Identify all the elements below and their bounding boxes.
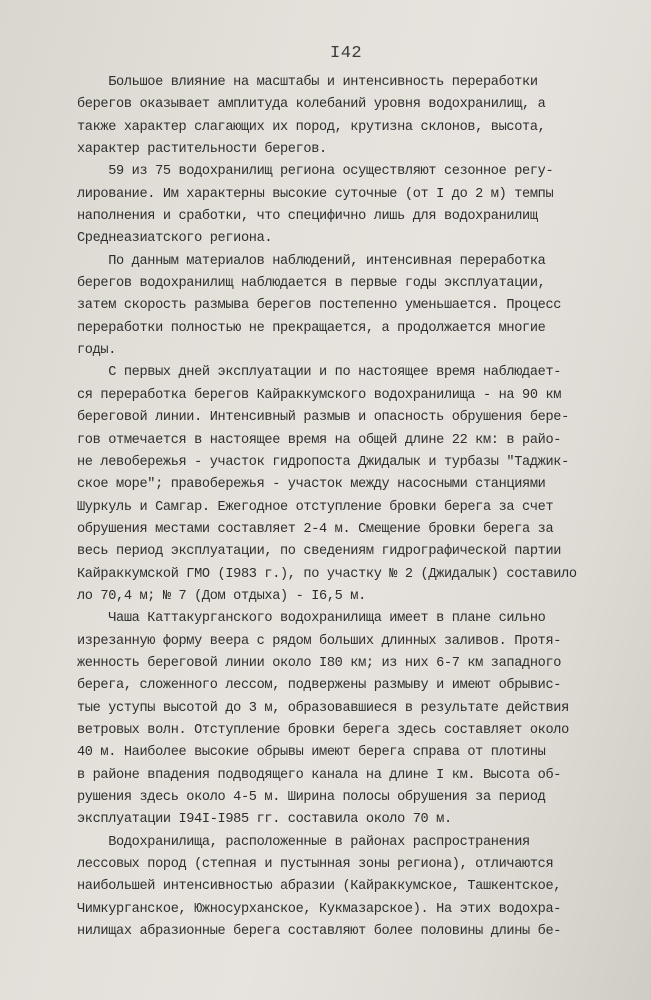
text-line: ское море"; правобережья - участок между насосными станциями xyxy=(77,477,546,493)
text-line: Большое влияние на масштабы и интенсивность переработки xyxy=(77,75,538,90)
page-number: I42 xyxy=(330,44,363,63)
text-line: Чимкурганское, Южносурханское, Кукмазарское). На этих водохра- xyxy=(77,901,562,917)
text-line: Шуркуль и Самгар. Ежегодное отступление бровки берега за счет xyxy=(77,499,554,515)
text-line: 40 м. Наиболее высокие обрывы имеют берега справа от плотины xyxy=(77,745,546,761)
text-line: Чаша Каттакурганского водохранилища имеет в плане сильно xyxy=(77,611,546,627)
text-line: нилищах абразионные берега составляют более половины длины бе- xyxy=(77,924,562,940)
text-line: изрезанную форму веера с рядом больших длинных заливов. Протя- xyxy=(77,633,562,649)
text-line: Кайраккумской ГМО (I983 г.), по участку № 2 (Джидалык) составило xyxy=(77,566,577,582)
text-line: затем скорость размыва берегов постепенно уменьшается. Процесс xyxy=(77,298,562,314)
text-line: гов отмечается в настоящее время на общей длине 22 км: в райо- xyxy=(77,432,562,448)
text-line: По данным материалов наблюдений, интенсивная переработка xyxy=(77,253,546,269)
text-line: С первых дней эксплуатации и по настоящее время наблюдает- xyxy=(77,365,562,381)
text-line: годы. xyxy=(77,343,117,359)
text-line: Водохранилища, расположенные в районах распространения xyxy=(77,834,530,850)
text-line: ло 70,4 м; № 7 (Дом отдыха) - I6,5 м. xyxy=(77,588,366,604)
text-line: лессовых пород (степная и пустынная зоны региона), отличаются xyxy=(77,857,554,873)
text-line: не левобережья - участок гидропоста Джидалык и турбазы "Таджик- xyxy=(77,454,569,470)
text-line: 59 из 75 водохранилищ региона осуществляют сезонное регу- xyxy=(77,164,554,180)
text-line: берегов оказывает амплитуда колебаний уровня водохранилищ, а xyxy=(77,97,546,113)
text-line: берегов водохранилищ наблюдается в первые годы эксплуатации, xyxy=(77,276,546,292)
text-line: наполнения и сработки, что специфично лишь для водохранилищ xyxy=(77,209,538,225)
text-line: переработки полностью не прекращается, а продолжается многие xyxy=(77,320,546,336)
text-line: береговой линии. Интенсивный размыв и опасность обрушения бере- xyxy=(77,410,569,426)
text-line: наибольшей интенсивностью абразии (Кайраккумское, Ташкентское, xyxy=(77,879,562,895)
text-line: Среднеазиатского региона. xyxy=(77,231,273,247)
text-line: берега, сложенного лессом, подвержены размыву и имеют обрывис- xyxy=(77,678,562,694)
text-line: весь период эксплуатации, по сведениям гидрографической партии xyxy=(77,544,562,560)
text-line: также характер слагающих их пород, крутизна склонов, высота, xyxy=(77,119,546,135)
text-line: лирование. Им характерны высокие суточные (от I до 2 м) темпы xyxy=(77,186,554,202)
text-line: женность береговой линии около I80 км; из них 6-7 км западного xyxy=(77,655,562,671)
text-line: ветровых волн. Отступление бровки берега здесь составляет около xyxy=(77,722,569,738)
text-line: обрушения местами составляет 2-4 м. Смещение бровки берега за xyxy=(77,521,554,537)
text-line: в районе впадения подводящего канала на длине I км. Высота об- xyxy=(77,767,562,783)
text-line: эксплуатации I94I-I985 гг. составила около 70 м. xyxy=(77,812,452,828)
text-line: тые уступы высотой до 3 м, образовавшиеся в результате действия xyxy=(77,700,569,716)
text-line: рушения здесь около 4-5 м. Ширина полосы обрушения за период xyxy=(77,790,546,805)
text-line: характер растительности берегов. xyxy=(77,142,327,158)
body-text xyxy=(77,72,597,943)
text-line: ся переработка берегов Кайраккумского водохранилища - на 90 км xyxy=(77,387,562,403)
